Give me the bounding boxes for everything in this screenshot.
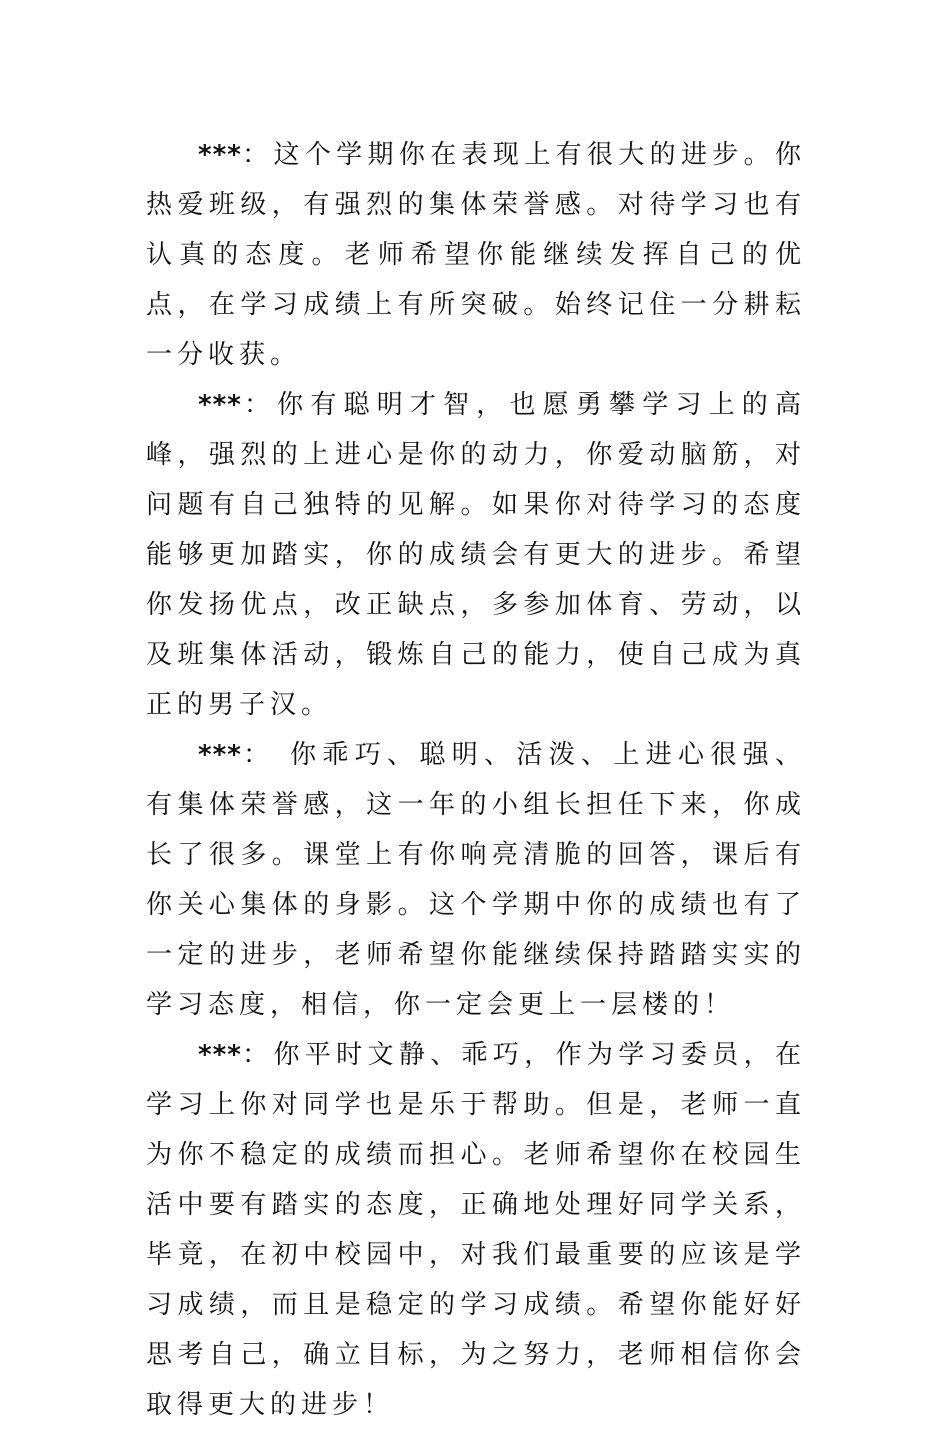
comment-paragraph-2 [146,380,806,730]
comment-paragraph-4 [146,1030,806,1430]
comment-text: 你有聪明才智，也愿勇攀学习上的高峰，强烈的上进心是你的动力，你爱动脑筋，对问题有自己独特的见解。如果你对待学习的态度能够更加踏实，你的成绩会有更大的进步。希望你发扬优点，改正缺点，多参加体育、劳动，以及班集体活动，锻炼自己的能力，使自己成为真正的男子汉。 [146,390,806,720]
comment-text: 你平时文静、乖巧，作为学习委员，在学习上你对同学也是乐于帮助。但是，老师一直为你不稳定的成绩而担心。老师希望你在校园生活中要有踏实的态度，正确地处理好同学关系，毕竟，在初中校园中，对我们最重要的应该是学习成绩，而且是稳定的学习成绩。希望你能好好思考自己，确立目标，为之努力，老师相信你会取得更大的进步！ [146,1040,806,1420]
name-separator: ： [241,1040,274,1070]
student-name-masked: *** [198,140,242,170]
comment-text: 这个学期你在表现上有很大的进步。你热爱班级，有强烈的集体荣誉感。对待学习也有认真的态度。老师希望你能继续发挥自己的优点，在学习成绩上有所突破。始终记住一分耕耘一分收获。 [146,140,806,370]
comment-paragraph-3 [146,730,806,1030]
comment-text: 你乖巧、聪明、活泼、上进心很强、有集体荣誉感，这一年的小组长担任下来，你成长了很多。课堂上有你响亮清脆的回答，课后有你关心集体的身影。这个学期中你的成绩也有了一定的进步，老师希望你能继续保持踏踏实实的学习态度，相信，你一定会更上一层楼的！ [146,740,806,1020]
comment-paragraph-1 [146,130,806,380]
student-name-masked: *** [198,1040,242,1070]
name-separator: ： [241,740,276,770]
name-separator: ： [241,140,274,170]
student-name-masked: *** [198,390,242,420]
document-page [146,130,806,1430]
student-name-masked: *** [198,740,242,770]
name-separator: ： [241,390,278,420]
